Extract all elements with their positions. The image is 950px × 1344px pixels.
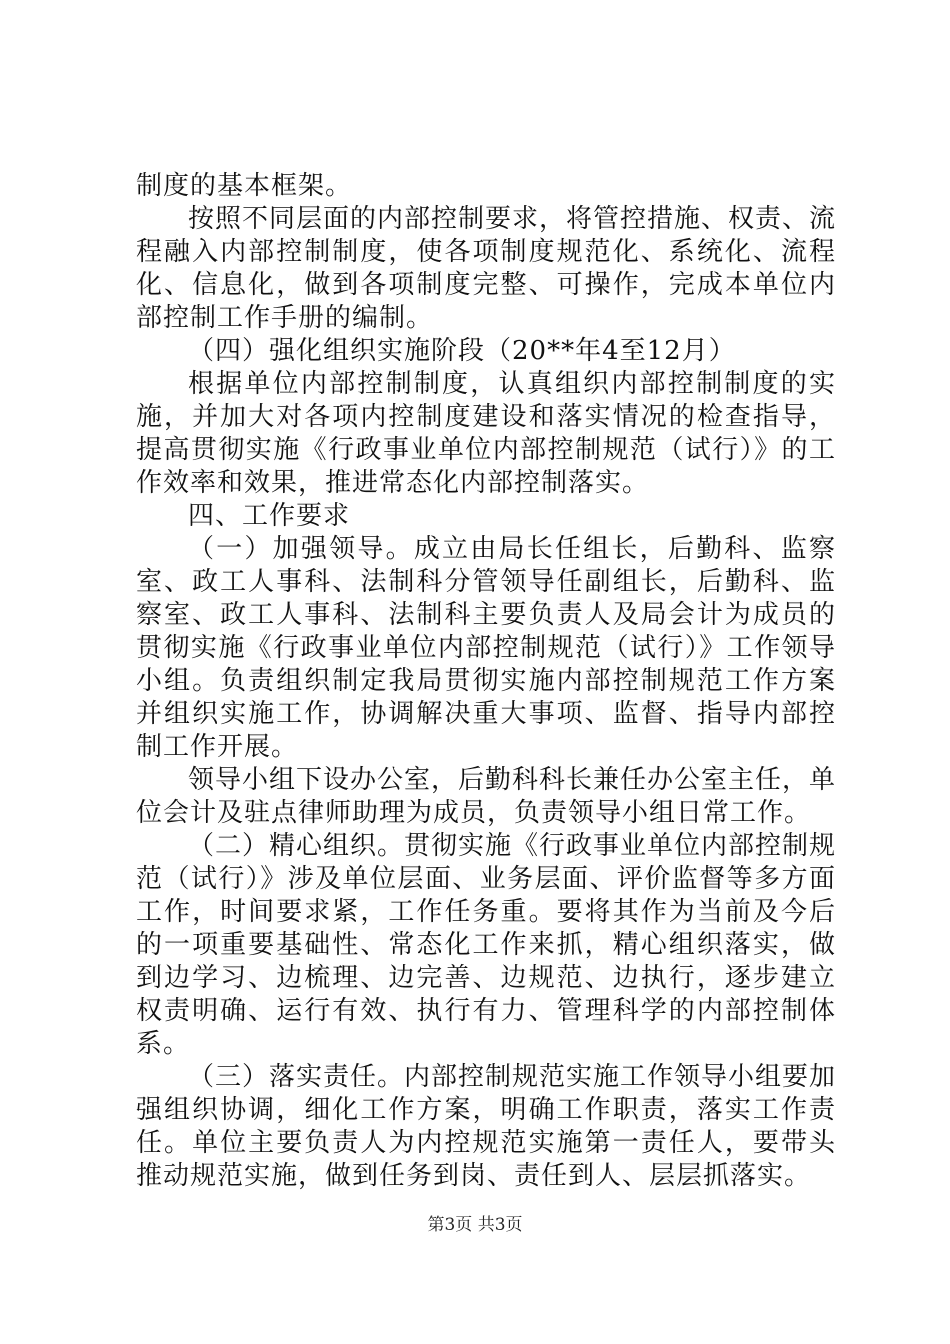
- paragraph-framework: 按照不同层面的内部控制要求，将管控措施、权责、流程融入内部控制制度，使各项制度规范化、系统化、流程化、信息化，做到各项制度完整、可操作，完成本单位内部控制工作手册的编制。: [136, 204, 837, 333]
- section-heading-stage-four: （四）强化组织实施阶段（20**年4至12月）: [188, 336, 736, 366]
- section-heading-requirements: 四、工作要求: [188, 501, 351, 531]
- document-body: [136, 170, 836, 1193]
- paragraph-continuation: 制度的基本框架。: [136, 171, 353, 201]
- paragraph-office: 领导小组下设办公室，后勤科科长兼任办公室主任，单位会计及驻点律师助理为成员，负责领导小组日常工作。: [136, 765, 837, 828]
- paragraph-leadership: （一）加强领导。成立由局长任组长，后勤科、监察室、政工人事科、法制科分管领导任副组长，后勤科、监察室、政工人事科、法制科主要负责人及局会计为成员的贯彻实施《行政事业单位内部控制规范（试行）》工作领导小组。负责组织制定我局贯彻实施内部控制规范工作方案并组织实施工作，协调解决重大事项、监督、指导内部控制工作开展。: [136, 534, 836, 762]
- paragraph-responsibility: （三）落实责任。内部控制规范实施工作领导小组要加强组织协调，细化工作方案，明确工作职责，落实工作责任。单位主要负责人为内控规范实施第一责任人，要带头推动规范实施，做到任务到岗、责任到人、层层抓落实。: [136, 1062, 837, 1191]
- page-number: 第3页 共3页: [427, 1215, 523, 1235]
- paragraph-organization: （二）精心组织。贯彻实施《行政事业单位内部控制规范（试行）》涉及单位层面、业务层面、评价监督等多方面工作，时间要求紧，工作任务重。要将其作为当前及今后的一项重要基础性、常态化工作来抓，精心组织落实，做到边学习、边梳理、边完善、边规范、边执行，逐步建立权责明确、运行有效、执行有力、管理科学的内部控制体系。: [136, 831, 837, 1059]
- paragraph-implementation: 根据单位内部控制制度，认真组织内部控制制度的实施，并加大对各项内控制度建设和落实情况的检查指导，提高贯彻实施《行政事业单位内部控制规范（试行）》的工作效率和效果，推进常态化内部控制落实。: [136, 369, 836, 498]
- page-footer: [0, 1214, 950, 1236]
